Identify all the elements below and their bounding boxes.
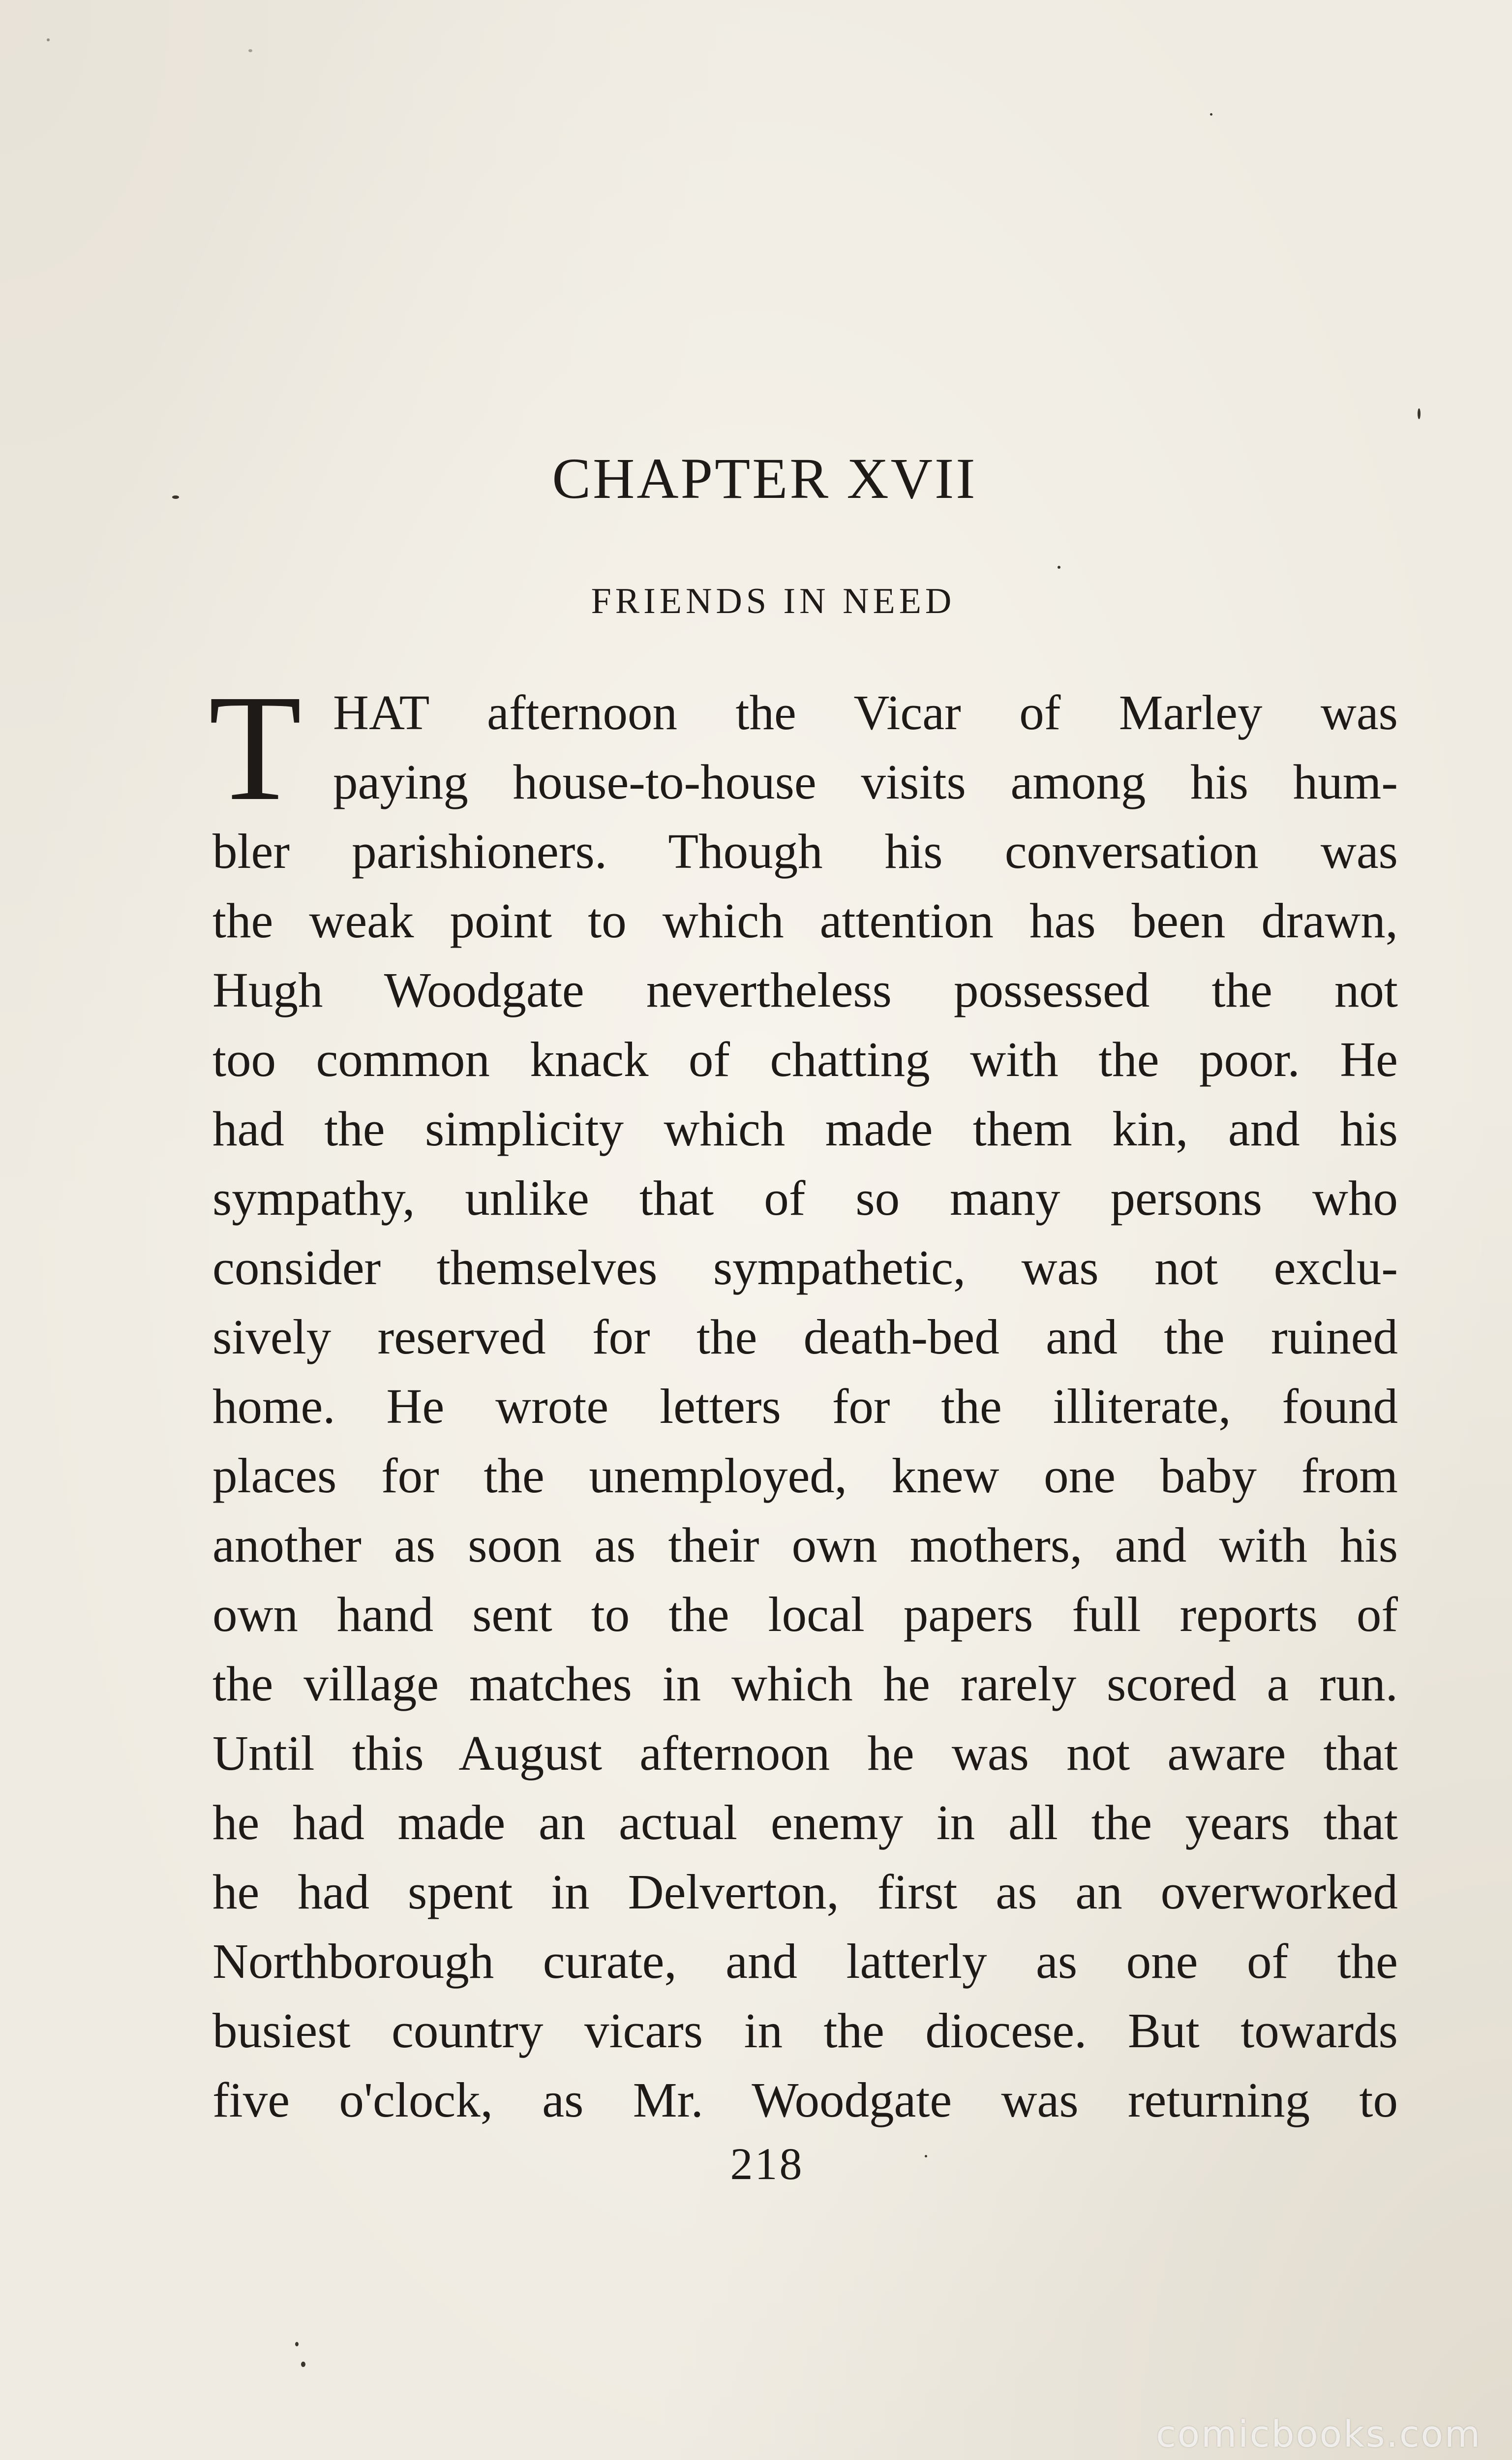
opening-lines (209, 664, 1398, 832)
body-line: the village matches in which he rarely scored a run. (212, 1656, 1398, 1711)
body-line: he had spent in Delverton, first as an overworked (212, 1864, 1398, 1919)
body-line: Hugh Woodgate nevertheless possessed the not (212, 962, 1398, 1017)
paper-speck (1210, 113, 1212, 116)
body-line: bler parishioners. Though his conversation was (212, 824, 1398, 879)
body-line: had the simplicity which made them kin, and his (212, 1101, 1398, 1156)
watermark: comicbooks.com (1156, 2413, 1482, 2456)
drop-cap: T (209, 664, 302, 832)
paper-speck (925, 2155, 927, 2157)
body-line: paying house-to-house visits among his hum- (333, 754, 1398, 809)
body-line: he had made an actual enemy in all the years that (212, 1795, 1398, 1850)
paper-speck (301, 2362, 305, 2367)
body-line: HAT afternoon the Vicar of Marley was (333, 685, 1398, 740)
paper-speck (295, 2342, 299, 2346)
body-line: places for the unemployed, knew one baby from (212, 1448, 1398, 1503)
chapter-subtitle: FRIENDS IN NEED (591, 581, 956, 621)
chapter-title: CHAPTER XVII (552, 446, 977, 511)
body-line: home. He wrote letters for the illiterate, found (212, 1379, 1398, 1434)
chapter-body (209, 664, 1398, 2135)
paper-speck (1058, 566, 1060, 569)
body-line: Until this August afternoon he was not aware that (212, 1725, 1398, 1781)
body-line: another as soon as their own mothers, and with his (212, 1517, 1398, 1572)
paper-speck (172, 495, 179, 499)
body-line: busiest country vicars in the diocese. But towards (212, 2003, 1398, 2058)
body-line: too common knack of chatting with the poor. He (212, 1032, 1398, 1087)
paper-speck (47, 38, 50, 41)
body-line: Northborough curate, and latterly as one of the (212, 1934, 1398, 1989)
body-line: own hand sent to the local papers full reports of (212, 1587, 1398, 1642)
body-line: sively reserved for the death-bed and the ruined (212, 1309, 1398, 1364)
body-line: sympathy, unlike that of so many persons who (212, 1170, 1398, 1226)
body-line: consider themselves sympathetic, was not exclu- (212, 1240, 1398, 1295)
paper-speck (1418, 408, 1421, 419)
body-line: the weak point to which attention has been drawn, (212, 893, 1398, 948)
body-line: five o'clock, as Mr. Woodgate was returning to (212, 2072, 1398, 2127)
paper-speck (248, 49, 252, 52)
page-number: 218 (730, 2139, 804, 2189)
